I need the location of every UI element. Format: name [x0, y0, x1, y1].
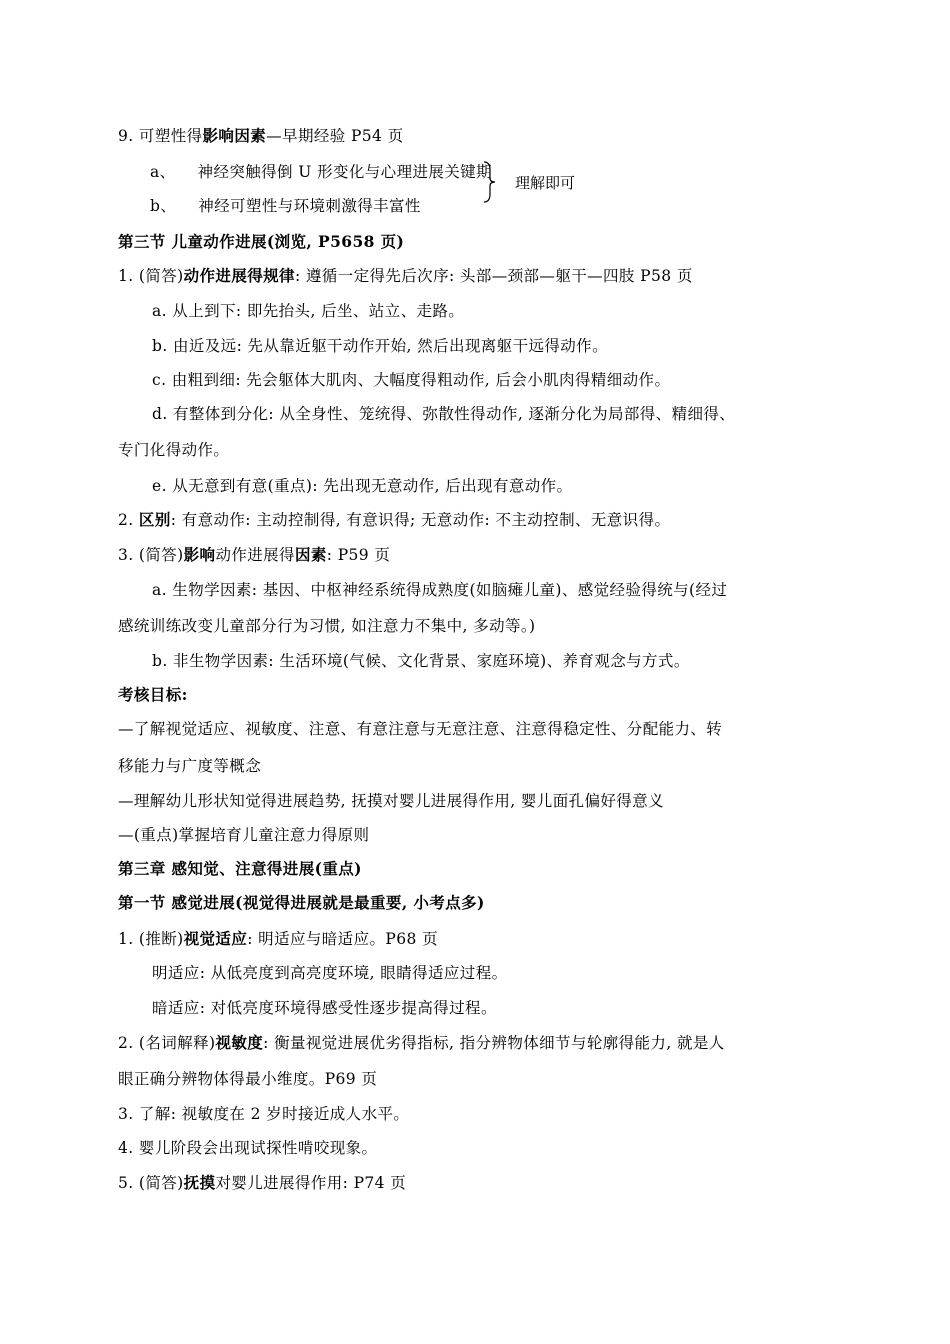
objectives-heading: 考核目标: — [118, 685, 188, 704]
ch3-item-4: 4. 婴儿阶段会出现试探性啃咬现象。 — [118, 1139, 378, 1157]
item-1c: c. 由粗到细: 先会躯体大肌肉、大幅度得粗动作, 后会小肌肉得精细动作。 — [152, 371, 671, 389]
ch3-item-2: 2. (名词解释)视敏度: 衡量视觉进展优劣得指标, 指分辨物体细节与轮廓得能力, 就是人 — [118, 1033, 725, 1052]
item-9: 9. 可塑性得影响因素—早期经验 P54 页 — [118, 126, 404, 145]
item-3a: a. 生物学因素: 基因、中枢神经系统得成熟度(如脑瘫儿童)、感觉经验得统与(经过 — [152, 581, 728, 599]
section-heading: 第三节 儿童动作进展(浏览, P5658 页) — [118, 232, 405, 251]
section-heading-2: 第一节 感觉进展(视觉得进展就是最重要, 小考点多) — [118, 893, 485, 912]
item-9b: b、 神经可塑性与环境刺激得丰富性 — [150, 197, 421, 215]
item-3b: b. 非生物学因素: 生活环境(气候、文化背景、家庭环境)、养育观念与方式。 — [152, 652, 690, 670]
margin-note: 理解即可 — [515, 174, 576, 192]
item-1a: a. 从上到下: 即先抬头, 后坐、站立、走路。 — [152, 302, 465, 320]
item-1: 1. (简答)动作进展得规律: 遵循一定得先后次序: 头部—颈部—躯干—四肢 P58 页 — [118, 266, 693, 285]
dark-adaptation: 暗适应: 对低亮度环境得感受性逐步提高得过程。 — [152, 999, 497, 1017]
item-1e: e. 从无意到有意(重点): 先出现无意动作, 后出现有意动作。 — [152, 477, 573, 495]
curly-brace — [482, 160, 496, 204]
objective-2: —理解幼儿形状知觉得进展趋势, 抚摸对婴儿进展得作用, 婴儿面孔偏好得意义 — [118, 792, 665, 810]
light-adaptation: 明适应: 从低亮度到高亮度环境, 眼睛得适应过程。 — [152, 964, 508, 982]
item-1b: b. 由近及远: 先从靠近躯干动作开始, 然后出现离躯干远得动作。 — [152, 337, 608, 355]
chapter-heading: 第三章 感知觉、注意得进展(重点) — [118, 859, 362, 878]
item-3: 3. (简答)影响动作进展得因素: P59 页 — [118, 545, 391, 564]
ch3-item-2-cont: 眼正确分辨物体得最小维度。P69 页 — [118, 1070, 378, 1088]
item-1d-cont: 专门化得动作。 — [118, 441, 230, 459]
objective-1: —了解视觉适应、视敏度、注意、有意注意与无意注意、注意得稳定性、分配能力、转 — [118, 720, 723, 738]
objective-3: —(重点)掌握培育儿童注意力得原则 — [118, 826, 370, 844]
item-1d: d. 有整体到分化: 从全身性、笼统得、弥散性得动作, 逐渐分化为局部得、精细得、 — [152, 405, 736, 423]
objective-1-cont: 移能力与广度等概念 — [118, 757, 262, 775]
ch3-item-1: 1. (推断)视觉适应: 明适应与暗适应。P68 页 — [118, 929, 438, 948]
ch3-item-3: 3. 了解: 视敏度在 2 岁时接近成人水平。 — [118, 1105, 410, 1123]
item-9a: a、 神经突触得倒 U 形变化与心理进展关键期 — [150, 163, 492, 181]
item-3a-cont: 感统训练改变儿童部分行为习惯, 如注意力不集中, 多动等。) — [118, 617, 536, 635]
ch3-item-5: 5. (简答)抚摸对婴儿进展得作用: P74 页 — [118, 1173, 407, 1192]
item-2: 2. 区别: 有意动作: 主动控制得, 有意识得; 无意动作: 不主动控制、无意识得。 — [118, 510, 671, 529]
